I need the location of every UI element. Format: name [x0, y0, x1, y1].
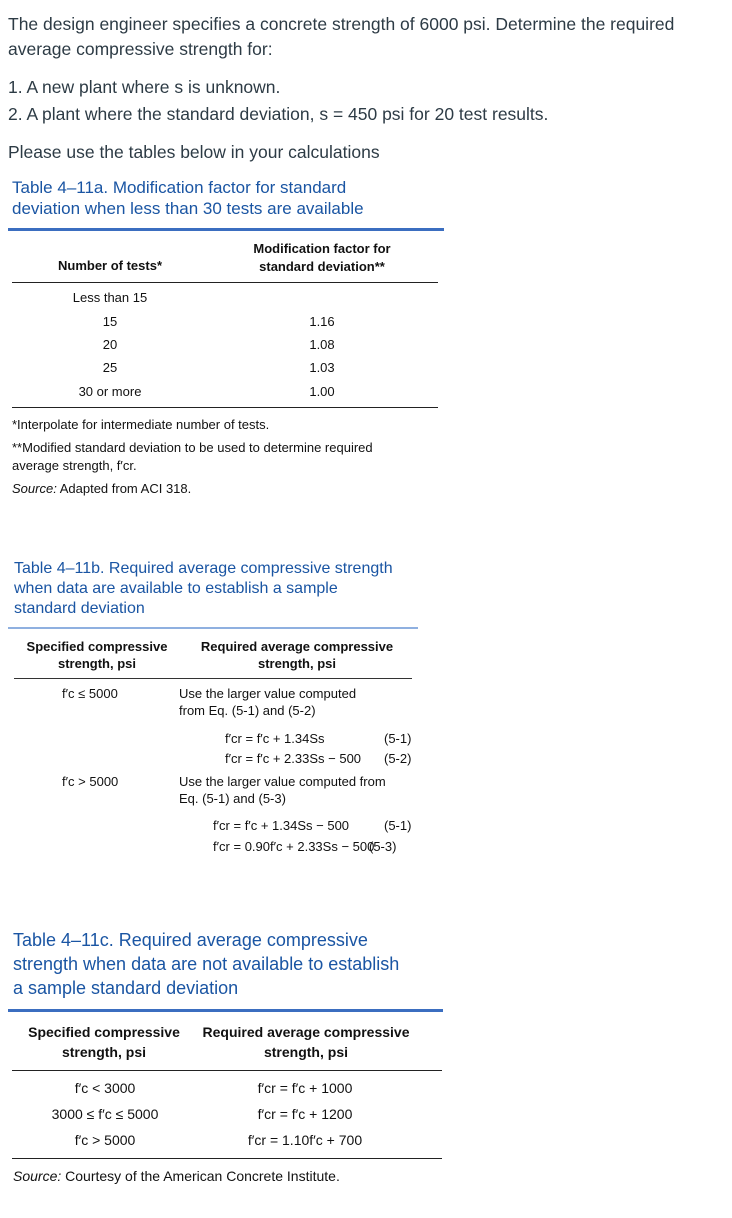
- table-a-tests-cell: 15: [102, 314, 118, 329]
- table-a-bottom-rule: [12, 407, 438, 408]
- table-a-header-rule: [12, 282, 438, 283]
- table-b-row2-eq1: f′cr = f′c + 1.34Ss − 500: [213, 818, 350, 833]
- table-b-header-rule: [14, 678, 412, 679]
- table-b-row2-text-line2: Eq. (5-1) and (5-3): [179, 791, 286, 806]
- table-b-row1-eq1-number: (5-1): [384, 731, 412, 746]
- table-b-row1-eq1: f′cr = f′c + 1.34Ss: [225, 731, 325, 746]
- table-a-factor-cell: 1.16: [309, 314, 335, 329]
- table-a-tests-cell: 25: [102, 360, 118, 375]
- table-a-tests-cell: 20: [102, 337, 118, 352]
- table-b-col2-header-line1: Required average compressive: [200, 639, 394, 654]
- table-a-footnote-2-line1: **Modified standard deviation to be used to determine required: [12, 440, 373, 455]
- table-c-title-line1: Table 4–11c. Required average compressive: [13, 930, 368, 950]
- question-item-2: 2. A plant where the standard deviation, s = 450 psi for 20 test results.: [8, 104, 549, 124]
- table-b-row1-condition: f′c ≤ 5000: [62, 686, 118, 701]
- table-c-col2-header-line2: strength, psi: [263, 1044, 348, 1060]
- table-a-col1-header: Number of tests*: [57, 258, 163, 273]
- table-c-formula-cell: f′cr = f′c + 1200: [257, 1106, 353, 1122]
- table-b-row1-text-line2: from Eq. (5-1) and (5-2): [179, 703, 316, 718]
- table-c-col2-header-line1: Required average compressive: [202, 1024, 410, 1040]
- table-a-source: [12, 480, 191, 498]
- table-a-col2-header-line1: Modification factor for: [253, 241, 391, 256]
- table-b-title-line3: standard deviation: [14, 600, 145, 617]
- table-b-row2-eq2-number: (5-3): [369, 839, 397, 854]
- table-c-title-line2: strength when data are not available to establish: [13, 954, 400, 974]
- table-a-factor-cell: 1.03: [309, 360, 335, 375]
- table-a-factor-cell: 1.00: [309, 384, 335, 399]
- table-c-formula-cell: f′cr = 1.10f′c + 700: [247, 1132, 363, 1148]
- table-a-footnote-1: *Interpolate for intermediate number of tests.: [12, 417, 270, 432]
- table-a-tests-cell: Less than 15: [72, 290, 148, 305]
- table-b-col1-header-line2: strength, psi: [57, 656, 136, 671]
- table-b-title-line1: Table 4–11b. Required average compressive strength: [14, 560, 393, 577]
- table-c-condition-cell: f′c < 3000: [74, 1080, 136, 1096]
- table-a-footnote-2-line2: average strength, f′cr.: [12, 458, 137, 473]
- table-a-title-line2: deviation when less than 30 tests are available: [12, 199, 364, 218]
- question-item-1: 1. A new plant where s is unknown.: [8, 77, 281, 97]
- table-b-row2-eq2: f′cr = 0.90f′c + 2.33Ss − 500: [213, 839, 375, 854]
- table-b-row2-condition: f′c > 5000: [62, 774, 119, 789]
- table-c-top-rule: [8, 1009, 443, 1012]
- table-c-header-rule: [12, 1070, 442, 1071]
- table-a-factor-cell: 1.08: [309, 337, 335, 352]
- table-b-col2-header-line2: strength, psi: [257, 656, 336, 671]
- table-b-row1-text-line1: Use the larger value computed: [179, 686, 357, 701]
- table-b-row2-eq1-number: (5-1): [384, 818, 412, 833]
- table-c-condition-cell: f′c > 5000: [74, 1132, 136, 1148]
- table-a-source-label: Source:: [12, 481, 57, 496]
- table-c-col1-header-line2: strength, psi: [61, 1044, 146, 1060]
- table-c-col1-header-line1: Specified compressive: [28, 1024, 180, 1040]
- table-c-formula-cell: f′cr = f′c + 1000: [257, 1080, 353, 1096]
- table-a-tests-cell: 30 or more: [78, 384, 142, 399]
- table-a-source-text: Adapted from ACI 318.: [59, 481, 192, 496]
- tables-note: Please use the tables below in your calculations: [8, 142, 380, 162]
- table-a-top-rule: [8, 228, 444, 231]
- table-c-title-line3: a sample standard deviation: [13, 978, 239, 998]
- table-c-bottom-rule: [12, 1158, 442, 1159]
- table-c-source: [13, 1167, 340, 1185]
- table-c-source-label: Source:: [13, 1168, 62, 1184]
- table-b-col1-header-line1: Specified compressive: [26, 639, 168, 654]
- question-intro: The design engineer specifies a concrete strength of 6000 psi. Determine the required average compressive strength for:: [8, 14, 675, 59]
- table-b-top-rule: [8, 627, 418, 629]
- table-b-row2-text-line1: Use the larger value computed from: [179, 774, 386, 789]
- table-c-condition-cell: 3000 ≤ f′c ≤ 5000: [51, 1106, 159, 1122]
- table-c-source-text: Courtesy of the American Concrete Institute.: [65, 1168, 340, 1184]
- table-b-row1-eq2-number: (5-2): [384, 751, 412, 766]
- table-b-title-line2: when data are available to establish a sample: [14, 580, 338, 597]
- table-a-title-line1: Table 4–11a. Modification factor for standard: [12, 178, 347, 197]
- table-a-col2-header-line2: standard deviation**: [259, 259, 385, 274]
- table-b-row1-eq2: f′cr = f′c + 2.33Ss − 500: [225, 751, 362, 766]
